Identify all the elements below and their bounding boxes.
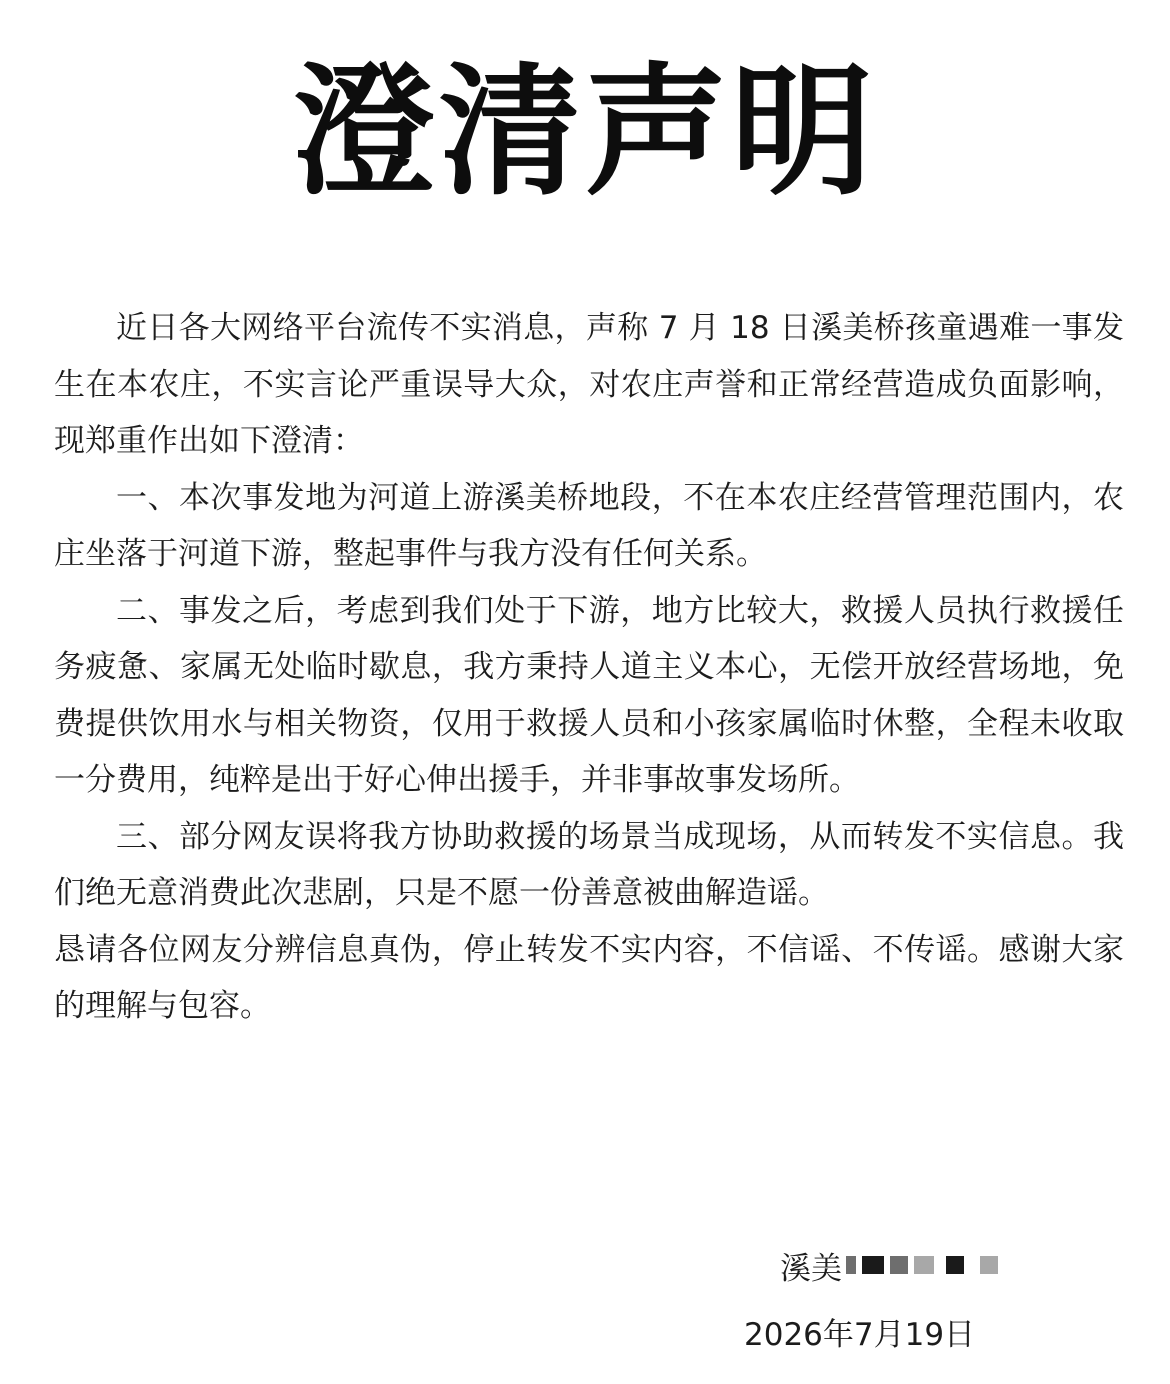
- signature-text: 溪美: [780, 1250, 842, 1287]
- redact-block: [946, 1256, 964, 1274]
- page-title: 澄清声明: [293, 49, 877, 215]
- paragraph-point-2: 二、事发之后，考虑到我们处于下游，地方比较大，救援人员执行救援任务疲惫、家属无处临时歇息，我方秉持人道主义本心，无偿开放经营场地，免费提供饮用水与相关物资，仅用于救援人员和小孩家属临时休整，全程未收取一分费用，纯粹是出于好心伸出援手，并非事故事发场所。: [54, 592, 1124, 798]
- paragraph-intro: 近日各大网络平台流传不实消息，声称 7 月 18 日溪美桥孩童遇难一事发生在本农庄，不实言论严重误导大众，对农庄声誉和正常经营造成负面影响，现郑重作出如下澄清：: [54, 310, 1124, 459]
- redact-block: [890, 1256, 908, 1274]
- paragraph-closing: 恳请各位网友分辨信息真伪，停止转发不实内容，不信谣、不传谣。感谢大家的理解与包容。: [54, 931, 1124, 1024]
- paragraph-point-3: 三、部分网友误将我方协助救援的场景当成现场，从而转发不实信息。我们绝无意消费此次悲剧，只是不愿一份善意被曲解造谣。: [54, 818, 1124, 911]
- redact-block: [862, 1256, 884, 1274]
- redaction-mosaic: [846, 1256, 1004, 1274]
- redact-block: [914, 1256, 934, 1274]
- paragraph-point-1: 一、本次事发地为河道上游溪美桥地段，不在本农庄经营管理范围内，农庄坐落于河道下游，整起事件与我方没有任何关系。: [54, 479, 1124, 572]
- redact-block: [846, 1256, 856, 1274]
- document-date: 2026年7月19日: [744, 1317, 976, 1353]
- redact-block: [980, 1256, 998, 1274]
- signature: [780, 1240, 1004, 1290]
- statement-body: [54, 300, 1124, 1035]
